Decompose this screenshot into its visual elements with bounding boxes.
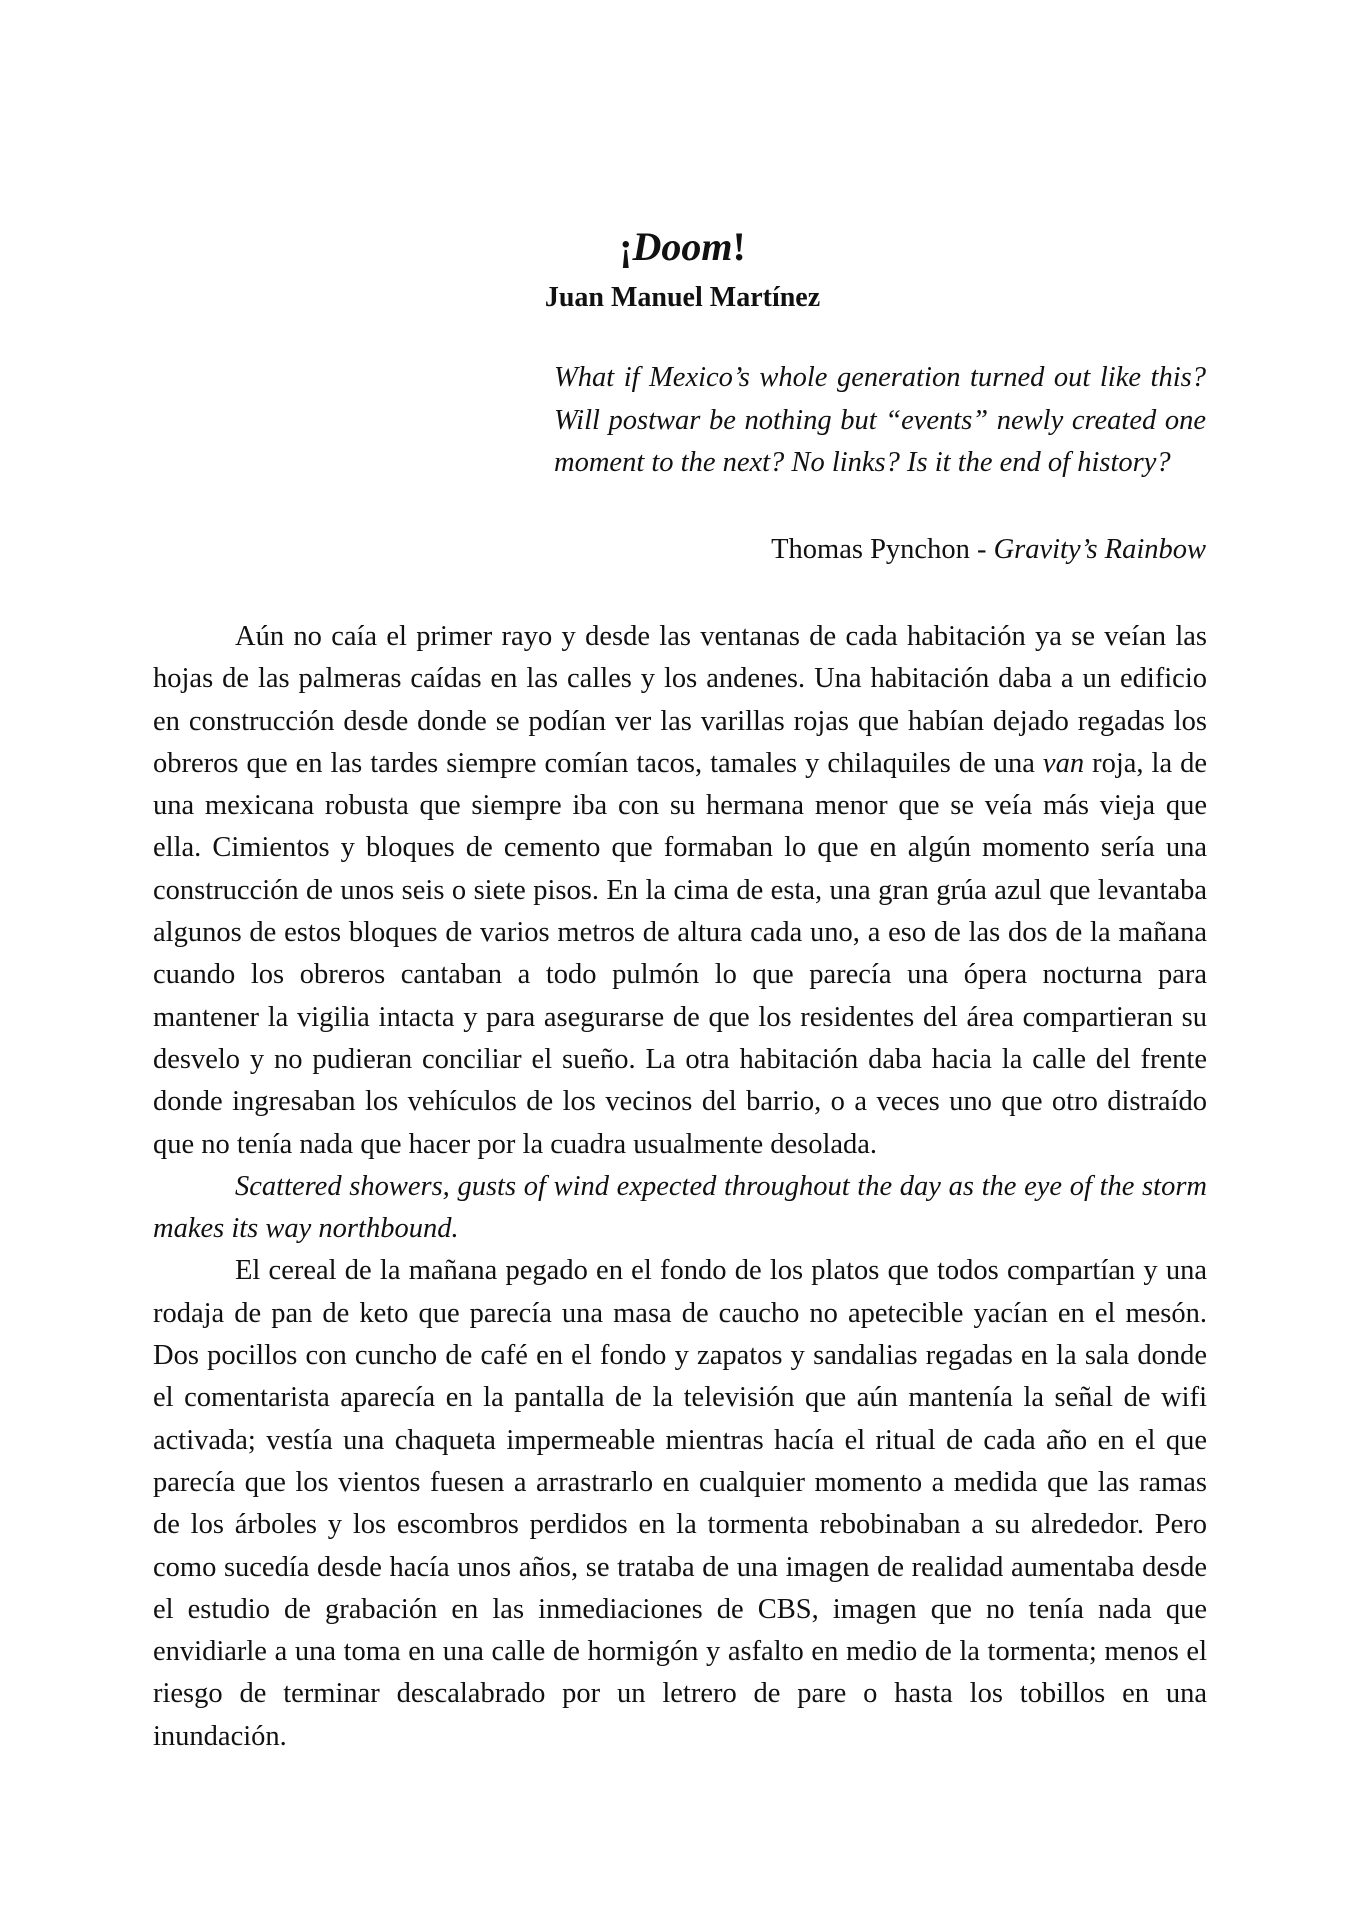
- epigraph-source-author: Thomas Pynchon -: [771, 534, 994, 565]
- story-body: [153, 616, 1207, 1758]
- story-title: [0, 223, 1359, 271]
- author-name: Juan Manuel Martínez: [544, 282, 821, 313]
- epigraph-source-work: Gravity’s Rainbow: [993, 534, 1206, 565]
- epigraph-attribution: [554, 529, 1206, 572]
- epigraph-quote: What if Mexico’s whole generation turned out like this? Will postwar be nothing but “events” newly created one moment to the next? No links? Is it the end of history?: [554, 362, 1206, 478]
- title-prefix: ¡: [619, 224, 633, 269]
- title-suffix: !: [732, 224, 746, 269]
- paragraph-1-part-b: roja, la de una mexicana robusta que siempre iba con su hermana menor que se veía más vieja que ella. Cimientos y bloques de cemento que formaban lo que en algún momento sería una construcción de unos seis o siete pisos. En la cima de esta, una gran grúa azul que levantaba algunos de estos bloques de varios metros de altura cada uno, a eso de las dos de la mañana cuando los obreros cantaban a todo pulmón lo que parecía una ópera nocturna para mantener la vigilia intacta y para asegurarse de que los residentes del área compartieran su desvelo y no pudieran conciliar el sueño. La otra habitación daba hacia la calle del frente donde ingresaban los vehículos de los vecinos del barrio, o a veces uno que otro distraído que no tenía nada que hacer por la cuadra usualmente desolada.: [153, 747, 1207, 1160]
- paragraph-1: [153, 616, 1207, 1166]
- paragraph-1-italic-van: van: [1042, 747, 1085, 779]
- title-main: Doom: [632, 224, 733, 269]
- paragraph-1-part-a: Aún no caía el primer rayo y desde las ventanas de cada habitación ya se veían las hojas de las palmeras caídas en las calles y los andenes. Una habitación daba a un edificio en construcción desde donde se podían ver las varillas rojas que habían dejado regadas los obreros que en las tardes siempre comían tacos, tamales y chilaquiles de una: [153, 621, 1207, 779]
- paragraph-3: El cereal de la mañana pegado en el fondo de los platos que todos compartían y una rodaja de pan de keto que parecía una masa de caucho no apetecible yacían en el mesón. Dos pocillos con cuncho de café en el fondo y zapatos y sandalias regadas en la sala donde el comentarista aparecía en la pantalla de la televisión que aún mantenía la señal de wifi activada; vestía una chaqueta impermeable mientras hacía el ritual de cada año en el que parecía que los vientos fuesen a arrastrarlo en cualquier momento a medida que las ramas de los árboles y los escombros perdidos en la tormenta rebobinaban a su alrededor. Pero como sucedía desde hacía unos años, se trataba de una imagen de realidad aumentaba desde el estudio de grabación en las inmediaciones de CBS, imagen que no tenía nada que envidiarle a una toma en una calle de hormigón y asfalto en medio de la tormenta; menos el riesgo de terminar descalabrado por un letrero de pare o hasta los tobillos en una inundación.: [153, 1255, 1207, 1752]
- paragraph-2-weather-report: Scattered showers, gusts of wind expected throughout the day as the eye of the storm makes its way northbound.: [153, 1170, 1207, 1245]
